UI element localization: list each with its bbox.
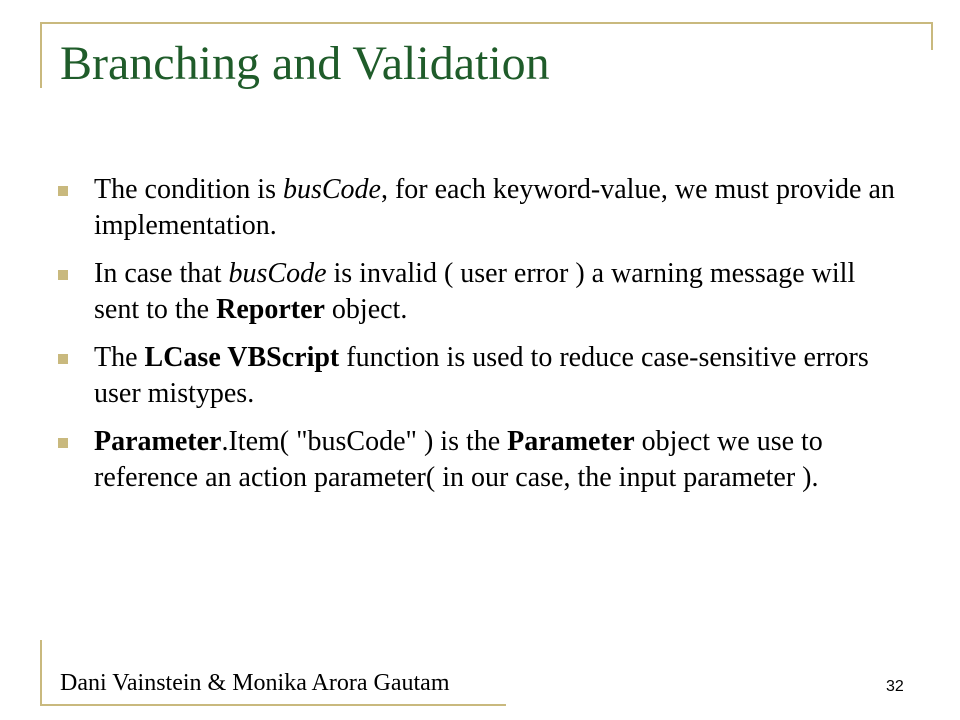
square-bullet-icon <box>58 186 68 196</box>
bullet-bold-term: Reporter <box>216 294 325 325</box>
bullet-text-segment: , for each keyword-value, we must provide an implementation. <box>94 174 895 241</box>
bullet-text-segment: The condition is <box>94 174 283 205</box>
bullet-item <box>58 424 898 496</box>
bullet-text-segment: .Item( "busCode" ) is the <box>221 426 508 457</box>
footer-left-rule <box>40 640 42 706</box>
bullet-italic-term: busCode <box>228 258 327 289</box>
square-bullet-icon <box>58 438 68 448</box>
page-number: 32 <box>886 678 904 695</box>
bullet-item <box>58 340 898 412</box>
bullet-text <box>94 342 869 409</box>
square-bullet-icon <box>58 270 68 280</box>
footer-bottom-rule <box>40 704 506 706</box>
bullet-bold-term: Parameter <box>94 426 222 457</box>
frame-right-rule <box>931 22 933 50</box>
frame-top-rule <box>40 22 932 24</box>
bullet-italic-term: busCode <box>282 174 381 205</box>
bullet-bold-term: LCase VBScript <box>144 342 340 373</box>
square-bullet-icon <box>58 354 68 364</box>
bullet-text <box>94 258 855 325</box>
bullet-text-segment: In case that <box>94 258 229 289</box>
bullet-text-segment: object. <box>324 294 408 325</box>
bullet-text-segment: The <box>94 342 145 373</box>
slide-title: Branching and Validation <box>60 37 550 90</box>
bullet-item <box>58 172 898 244</box>
bullet-list <box>58 172 898 508</box>
frame-left-rule <box>40 22 42 88</box>
bullet-text-segment: object we use to reference an action parameter( in our case, the input parameter ). <box>94 426 823 493</box>
bullet-item <box>58 256 898 328</box>
bullet-text-segment: function is used to reduce case-sensitive errors user mistypes. <box>94 342 869 409</box>
bullet-text <box>94 174 895 241</box>
bullet-text-segment: is invalid ( user error ) a warning message will sent to the <box>94 258 856 325</box>
bullet-bold-term: Parameter <box>507 426 635 457</box>
bullet-text <box>94 426 823 493</box>
footer-author: Dani Vainstein & Monika Arora Gautam <box>60 670 450 696</box>
